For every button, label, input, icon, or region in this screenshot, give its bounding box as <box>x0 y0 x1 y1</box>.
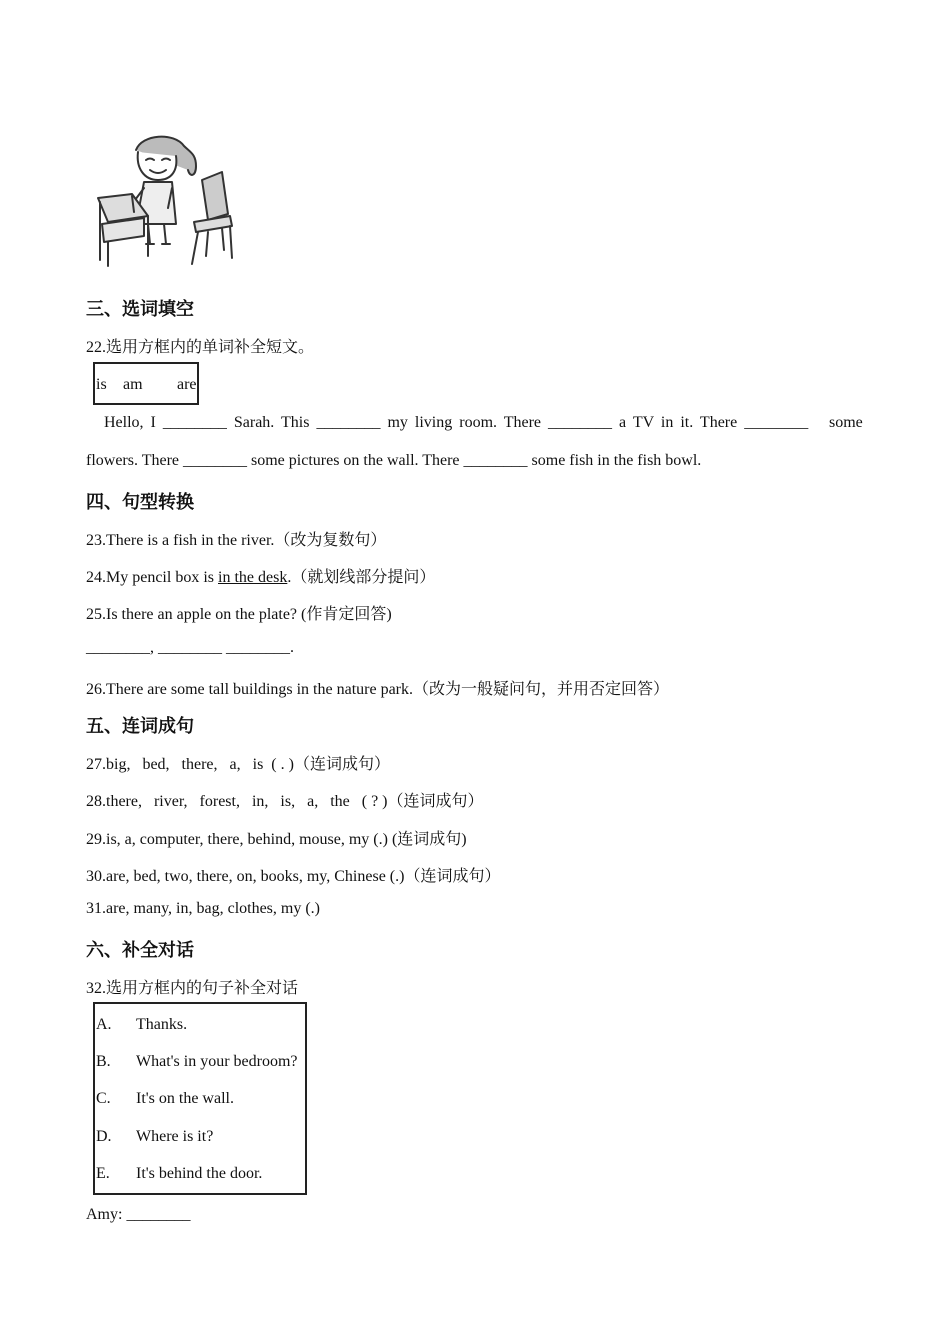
passage-line-2: flowers. There ________ some pictures on the wall. There ________ some fish in the fish bowl. <box>86 452 702 469</box>
option-text: It's on the wall. <box>136 1090 234 1107</box>
girl-at-desk-illustration <box>92 132 244 272</box>
option-c <box>96 1090 234 1108</box>
option-key: E. <box>96 1165 110 1182</box>
passage-line-1-end: some <box>829 414 863 431</box>
option-e <box>96 1165 262 1183</box>
question-25: 25.Is there an apple on the plate? (作肯定回答) <box>86 606 392 623</box>
section-heading-complete-dialog: 六、补全对话 <box>86 940 194 961</box>
option-text: Thanks. <box>136 1016 188 1033</box>
question-23: 23.There is a fish in the river.（改为复数句） <box>86 532 387 549</box>
question-30: 30.are, bed, two, there, on, books, my, Chinese (.)（连词成句） <box>86 868 501 885</box>
question-24-text: 24.My pencil box is <box>86 569 218 586</box>
question-27: 27.big, bed, there, a, is ( . )（连词成句） <box>86 756 390 773</box>
question-25-answer-blanks: ________, ________ ________. <box>86 639 294 656</box>
section-heading-word-order: 五、连词成句 <box>86 716 194 737</box>
word-bank-item: is <box>96 376 107 393</box>
question-28: 28.there, river, forest, in, is, a, the ( ? )（连词成句） <box>86 793 484 810</box>
option-key: D. <box>96 1128 112 1145</box>
option-text: Where is it? <box>136 1128 214 1145</box>
option-key: B. <box>96 1053 111 1070</box>
word-bank-item: are <box>177 376 197 393</box>
question-24 <box>86 564 435 587</box>
option-key: A. <box>96 1016 112 1033</box>
question-32-prompt: 32.选用方框内的句子补全对话 <box>86 980 299 997</box>
option-key: C. <box>96 1090 111 1107</box>
question-24-instruction: .（就划线部分提问） <box>287 569 436 586</box>
option-b <box>96 1053 298 1071</box>
passage-line-1: Hello, I ________ Sarah. This ________ my living room. There ________ a TV in it. There ________ <box>104 414 809 431</box>
section-heading-sentence-transformation: 四、句型转换 <box>86 492 194 513</box>
option-d <box>96 1128 213 1146</box>
question-29: 29.is, a, computer, there, behind, mouse, my (.) (连词成句) <box>86 831 467 848</box>
question-31: 31.are, many, in, bag, clothes, my (.) <box>86 900 321 917</box>
question-26: 26.There are some tall buildings in the nature park.（改为一般疑问句，并用否定回答） <box>86 681 670 698</box>
word-bank-box <box>93 362 199 405</box>
section-heading-fill-in-words: 三、选词填空 <box>86 299 194 320</box>
option-text: What's in your bedroom? <box>136 1053 298 1070</box>
option-a <box>96 1016 187 1034</box>
option-text: It's behind the door. <box>136 1165 263 1182</box>
question-24-underlined: in the desk <box>218 569 288 586</box>
dialog-line-amy: Amy: ________ <box>86 1206 191 1223</box>
question-22-prompt: 22.选用方框内的单词补全短文。 <box>86 339 315 356</box>
sentence-options-box <box>93 1002 307 1195</box>
word-bank-item: am <box>123 376 143 393</box>
